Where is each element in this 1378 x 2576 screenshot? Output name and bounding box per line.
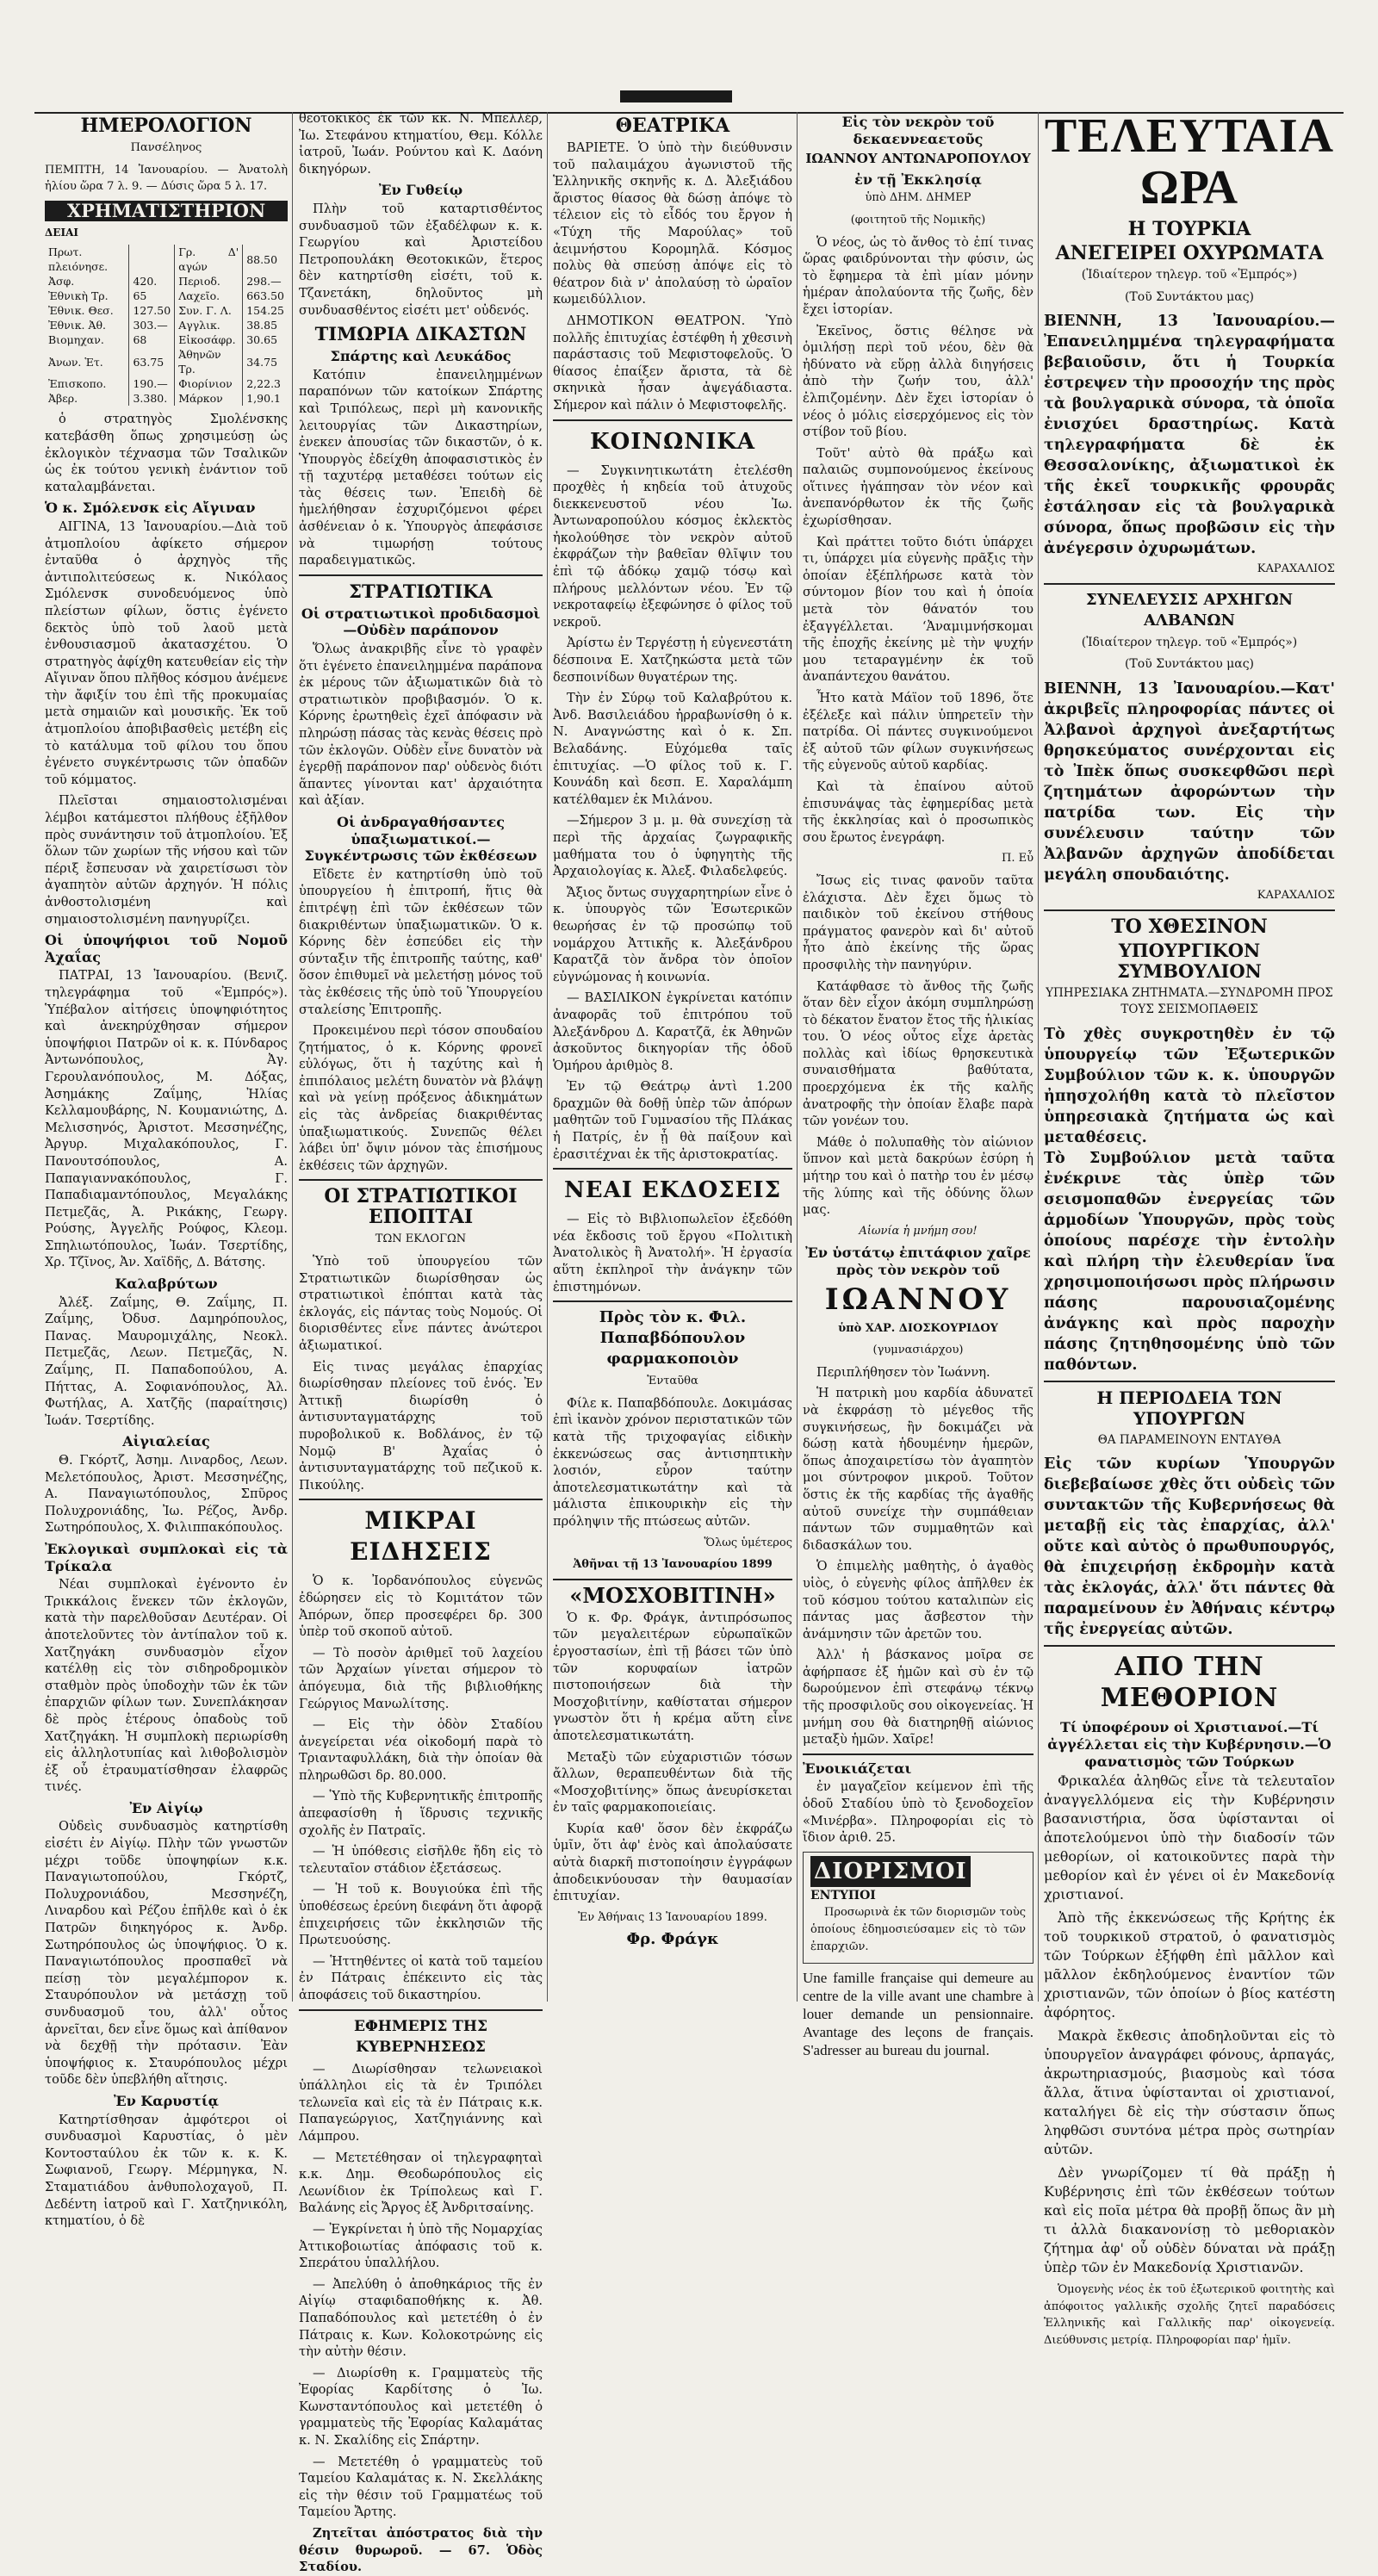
section-subheading: ΤΩΝ ΕΚΛΟΓΩΝ (375, 1232, 467, 1246)
divider (553, 1168, 792, 1170)
ad-subtitle: ΕΝΤΥΠΟΙ (810, 1888, 876, 1903)
article-text: — ΒΑΣΙΛΙΚΟΝ ἐγκρίνεται κατόπιν ἀναφορᾶς τοῦ ἐπιτρόπου τοῦ Ἀλεξάνδρου Δ. Καρατζᾶ, ἐκ Ἀθηνῶν ἀσκοῦντος δικηγορίαν τῆς ὁδοῦ Ὁμήρου ἀριθμὸς 8. (553, 990, 792, 1073)
article-text: — Εἰς τὸ Βιβλιοπωλεῖον ἐξεδόθη νέα ἔκδοσις τοῦ ἔργου «Πολιτικὴ Ἀνατολικὸς ἢ Ἀνατολή». Ἡ ἐργασία αὕτη ἐκπληροῖ τὴν ἀνάγκην τῶν ἐπιστημόνων. (553, 1212, 792, 1294)
article-text: Κατόπιν ἐπανειλημμένων παραπόνων τῶν κατοίκων Σπάρτης καὶ Τριπόλεως, περὶ μὴ κανονικῆς λειτουργίας τῶν Δικαστηρίων, ἐνεκεν ἀπουσίας τῶν δικαστῶν, ὁ κ. Ὑπουργὸς ἐδείχθη ἀποφασιστικὸς ἐν τῇ ταχυτέρᾳ μεταθέσει τούτων εἰς τὰς θέσεις των. Ἐπειδὴ δὲ ἠμελήθησαν ἐσχυριζόμενοι φέρει ἀσθένειαν ὁ κ. Ὑπουργὸς ἀπεφάσισε νὰ τιμωρήσῃ τούτους παραδειγματικῶς. (299, 367, 543, 568)
article-heading: Ἐν ὑστάτῳ ἐπιτάφιον χαῖρε πρὸς τὸν νεκρὸν τοῦ (805, 1245, 1031, 1278)
source-line: (Τοῦ Συντάκτου μας) (1124, 657, 1255, 672)
article-heading: Εἰς τὸν νεκρὸν τοῦ δεκαεννεαετοῦς (841, 114, 995, 147)
article-text: ΔΗΜΟΤΙΚΟΝ ΘΕΑΤΡΟΝ. Ὑπὸ πολλῆς ἐπιτυχίας ἐστέφθη ἡ χθεσινὴ παράστασις τοῦ Μεφιστοφελοῦς. Ὁ θίασος ἐπαίξεν ἄριστα, τὰ δὲ σκηνικὰ ἦσαν ἀψεγάδιαστα. Σήμερον καὶ πάλιν ὁ Μεφιστοφελῆς. (553, 313, 792, 413)
article-text: Μεταξὺ τῶν εὐχαριστιῶν τόσων ἄλλων, θεραπευθέντων διὰ τῆς «Μοσχοβιτίνης» ὅπως ἀνευρίσκεται ἐν ταῖς φαρμακοποιείαις. (553, 1749, 792, 1816)
article-text: Ὑπὸ τοῦ ὑπουργείου τῶν Στρατιωτικῶν διωρίσθησαν ὡς στρατιωτικοὶ ἐπόπται κατὰ τὰς ἐκλογάς, εἰς πάντας τοὺς Νομούς. Οἱ διορισθέντες εἶνε πάντες ἀνώτεροι ἀξιωματικοί. (299, 1254, 543, 1353)
article-text: ΑΙΓΙΝΑ, 13 Ἰανουαρίου.—Διὰ τοῦ ἀτμοπλοίου ἀφίκετο σήμερον ἐνταῦθα ὁ ἀρχηγὸς τῆς ἀντιπολιτεύσεως κ. Νικόλαος Σμόλενσκ συνοδευόμενος ὑπὸ πλείστων φίλων, ὅστις ἐγένετο δεκτὸς ὑπὸ τοῦ λαοῦ μετὰ ἐνθουσιασμοῦ ἀκατασχέτου. Ὁ στρατηγὸς ἀφίχθη κατευθείαν εἰς τὴν Αἴγιναν ὅπου πλῆθος κόσμου ἀνέμενε τὴν ἄφιξίν του ἐπὶ τῆς προκυμαίας μετὰ σημαιῶν καὶ μουσικῆς. Ἐκ τοῦ ἀτμοπλοίου ἀποβιβασθεὶς μετέβη εἰς τὸ κατάλυμα τοῦ φίλου του ὅπου ἐγένετο συγκέντρωσις τῶν ὀπαδῶν τοῦ κόμματος. (45, 518, 288, 787)
ad-text: Προσωρινὰ ἐκ τῶν διορισμῶν τοὺς ὁποίους ἐδημοσιεύσαμεν εἰς τὸ τῶν ἐπαρχιῶν. (810, 1906, 1026, 1953)
table-row: Ἀβερ. 3.380. Μάρκον 1,90.1 (45, 391, 288, 406)
divider (803, 1754, 1034, 1755)
article-text: Μάθε ὁ πολυπαθὴς τὸν αἰώνιον ὕπνον καὶ μετὰ δακρύων ἐσύρη ἡ μήτηρ του καὶ ὁ πατὴρ του ἐν μέσῳ τῆς λύπης καὶ τῆς ὀδύνης ὅλων μας. (803, 1134, 1034, 1218)
column-rule (797, 112, 798, 2002)
divider (553, 1300, 792, 1302)
article-text: Ὁ κ. Ἰορδανόπουλος εὐγενῶς ἐδώρησεν εἰς τὸ Κομιτάτον τῶν Ἀπόρων, ὅπερ προσεφέρει δρ. 300 ὑπὲρ τοῦ σκοποῦ αὐτοῦ. (299, 1574, 543, 1640)
advertisement (803, 1852, 1034, 1964)
section-heading: ΚΟΙΝΩΝΙΚΑ (589, 428, 755, 455)
section-heading: «ΜΟΣΧΟΒΙΤΙΝΗ» (569, 1582, 776, 1608)
section-heading: ΜΙΚΡΑΙ ΕΙΔΗΣΕΙΣ (350, 1506, 492, 1567)
signature: ΚΑΡΑΧΑΛΙΟΣ (1257, 888, 1335, 902)
article-text: — Ὑπὸ τῆς Κυβερνητικῆς ἐπιτροπῆς ἀπεφασίσθη ἡ ἵδρυσις τεχνικῆς σχολῆς ἐν Πατραῖς. (299, 1789, 543, 1838)
divider (1044, 909, 1335, 911)
article-text: — Διωρίσθησαν τελωνειακοὶ ὑπάλληλοι εἰς τὰ ἐν Τριπόλει τελωνεῖα καὶ εἰς τὰ ἐν Πάτραις κ.κ. Παπαγεώργιος, Χατζηγιάννης καὶ Λάμπρου. (299, 2061, 543, 2144)
article-heading: Αἰγιαλείας (122, 1433, 210, 1450)
divider (1044, 1645, 1335, 1647)
table-row: Ἐθνικὴ Τρ. 65 Λαχεῖο. 663.50 (45, 289, 288, 303)
signature: ΚΑΡΑΧΑΛΙΟΣ (1257, 562, 1335, 576)
divider (1044, 583, 1335, 585)
article-text: — Διωρίσθη κ. Γραμματεὺς τῆς Ἐφορίας Καρδίτσης ὁ Ἰω. Κωνσταντόπουλος καὶ μετετέθη ὁ γραμματεὺς τῆς Ἐφορίας Καλαμάτας κ. Ν. Σκαλίδης εἰς Σπάρτην. (299, 2365, 543, 2449)
article-text: — Συγκινητικωτάτη ἐτελέσθη προχθὲς ἡ κηδεία τοῦ ἀτυχοῦς διεκκενευστοῦ νέου Ἰω. Ἀντωναροπούλου κόσμος ἐκλεκτὸς ἠκολούθησε τὸν νεκρὸν αὐτοῦ ἐκφράζων τὴν βαθεῖαν θλῖψιν του ἐπὶ τῷ ἀδόκῳ χαμῷ τόσῳ καὶ πλήρους μελλόντων νέου. Ἐν τῷ νεκροταφείῳ ἐξεφώνησε ὁ φίλος τοῦ νεκροῦ. (553, 462, 792, 630)
article-text: — Ἡττηθέντες οἱ κατὰ τοῦ ταμείου ἐν Πάτραις ἐπέκειντο εἰς τὰς ἀποφάσεις τοῦ δικαστηρίου. (299, 1953, 543, 2002)
article-text: Τὸ χθὲς συγκροτηθὲν ἐν τῷ ὑπουργείῳ τῶν Ἐξωτερικῶν Συμβούλιον τῶν κ. κ. ὑπουργῶν ἠπησχολήθη κατὰ τὸ πλεῖστον ὑπηρεσιακὰ ζητήματα ὡς καὶ μεταθέσεις. (1044, 1025, 1335, 1146)
divider (553, 419, 792, 421)
table-row: Ἐπισκοπο. 190.— Φιορίνιον 2,22.3 (45, 376, 288, 391)
article-heading: ΙΩΑΝΝΟΥ (824, 1282, 1012, 1317)
article-text: ΠΑΤΡΑΙ, 13 Ἰανουαρίου. (Βενιζ. τηλεγράφημα τοῦ «Ἐμπρός»). Ὑπέβαλον αἰτήσεις ὑποψηφιότητος καὶ ἀνεκηρύχθησαν σήμερον ὑποψήφιοι Πατρῶν οἱ κ. κ. Πύνδαρος Ἀντωνόπουλος, Ἀγ. Γερουλανόπουλος, Μ. Δόξας, Ἀσημάκης Ζαΐμης, Ἠλίας Κελλαμουβάρης, Ν. Κουμανιώτης, Δ. Μελισσηνός, Ἀριστοτ. Μεσσηνέζης, Ἀργυρ. Μιχαλακόπουλος, Γ. Πανουτσόπουλος, Α. Παπαγιαννακόπουλος, Γ. Παπαδιαμαντόπουλος, Μεγαλάκης Πετμεζᾶς, Ἀ. Ρικάκης, Γεωργ. Ρούσης, Ἀγγελῆς Ρούφος, Κλεομ. Σπηλιωτόπουλος, Ἰωάν. Τσερτίδης, Χρ. Τζῖνος, Ἀν. Χαϊδῆς, Δ. Βάτσης. (45, 968, 288, 1270)
section-heading: ΘΕΑΤΡΙΚΑ (615, 115, 730, 137)
classified-ad: Ζητεῖται ἀπόστρατος διὰ τὴν θέσιν θυρωροῦ. — 67. Ὁδὸς Σταδίου. (299, 2526, 543, 2575)
section-heading: ΑΝΕΓΕΙΡΕΙ ΟΧΥΡΩΜΑΤΑ (1055, 242, 1324, 264)
classified-heading: Ἐνοικιάζεται (803, 1760, 912, 1777)
article-text: Εἴδετε ἐν κατηρτίσθη ὑπὸ τοῦ ὑπουργείου ἡ ἐπιτροπή, ἥτις θὰ ἐπιτρέψῃ ἐπὶ τῶν ἐκθέσεων τῶν διακριθέντων ὑπαξιωματικῶν. Ὁ κ. Κόρνης δὲν ἐσπεύδει εἰς τὴν σύνταξιν τῆς ἐπιτροπῆς ταύτης, καθ' ὅσον ἐπιθυμεῖ νὰ μελετήσῃ μόνος τοῦ τὰς ἐκθέσεις τῆς ὑπὸ τοῦ Ὑπουργείου σταλείσης Ἐπιτροπῆς. (299, 866, 543, 1017)
article-heading: Οἱ ἀνδραγαθήσαντες ὑπαξιωματικοί.—Συγκέντρωσις τῶν ἐκθέσεων (304, 813, 537, 865)
article-heading: Οἱ στρατιωτικοὶ προδιδασμοὶ —Οὐδὲν παράπονον (301, 605, 541, 639)
article-subheading: Ἐνταῦθα (647, 1375, 698, 1388)
author-note: (φοιτητοῦ τῆς Νομικῆς) (850, 213, 986, 227)
section-heading: ΤΟ ΧΘΕΣΙΝΟΝ (1111, 915, 1268, 938)
article-text: Καὶ πράττει τοῦτο διότι ὑπάρχει τι, ὑπάρχει μία εὐγενὴς πρᾶξις τὴν ὁποίαν ἐξέπλήρωσε κατὰ τὸν σύντομον βίον του καὶ ἡ ὁποία μετὰ τὸν θάνατόν του ἐξαγγέλλεται. ‘Ἀναμιμνήσκομαι τῆς ἐποχῆς ἐκείνης μὲ τὴν ψυχήν μου τεταραγμένην ἐκ τοῦ ἀναπάντεχου θανάτου. (803, 534, 1034, 685)
column-rule (547, 112, 548, 2002)
column-3 (553, 110, 792, 2002)
table-row: Ἐθνικ. Θεσ. 127.50 Συν. Γ. Λ. 154.25 (45, 303, 288, 318)
exchange-table (45, 245, 288, 406)
article-heading: ΙΩΑΝΝΟΥ ΑΝΤΩΝΑΡΟΠΟΥΛΟΥ (805, 151, 1031, 167)
divider (299, 1179, 543, 1181)
section-heading: ΣΤΡΑΤΙΩΤΙΚΑ (349, 580, 493, 602)
almanac-title: ΗΜΕΡΟΛΟΓΙΟΝ (80, 115, 252, 137)
article-text: Θ. Γκόρτζ, Ἀσημ. Λιναρδος, Λεων. Μελετόπουλος, Ἀριστ. Μεσσηνέζης, Α. Παναγιωτόπουλος, Σπῦρος Πολυχρονιάδης, Ἰω. Ρέζος, Ἀνδρ. Σωτηρόπουλος, Χ. Φιλιππακόπουλος. (45, 1453, 288, 1536)
article-heading: Καλαβρύτων (115, 1276, 218, 1293)
article-text: Φρικαλέα ἀληθῶς εἶνε τὰ τελευταῖον ἀναγγελλόμενα εἰς τὴν Κυβέρνησιν βασανιστήρια, ὅσα ὑφίστανται οἱ ἀποτελούμενοι ὑπὸ τὴν διαδοσίν τῶν μεθορίων, οἱ κατοικοῦντες παρὰ τὴν μεθορίον καὶ ἐν γένει οἱ ἐν Μακεδονίᾳ χριστιανοί. (1044, 1772, 1335, 1903)
section-heading: Η ΤΟΥΡΚΙΑ (1127, 218, 1251, 240)
dateline: Ἐν Ἀθήναις 13 Ἰανουαρίου 1899. (578, 1910, 767, 1924)
french-notice: Une famille française qui demeure au centre de la ville avant une chambre à louer demande un pensionnaire. Avantage des leçons de français. S'adresser au bureau du journal. (803, 1970, 1034, 2059)
article-subheading: Σπάρτης καὶ Λευκάδος (330, 348, 512, 365)
signature: Π. Εὖ (1002, 852, 1034, 866)
table-row: Πρωτ. πλειόνησε. Γρ. Δ' αγών 88.50 (45, 245, 288, 274)
article-text: Ὁ ἐπιμελὴς μαθητὴς, ὁ ἀγαθὸς υἱὸς, ὁ εὐγενὴς φίλος ἀπῆλθεν ἐκ τοῦ κόσμου τούτου καταλιπὼν εἰς πάντας μας ἄσβεστον τὴν ἀνάμνησιν τῶν ἀρετῶν του. (803, 1559, 1034, 1642)
article-heading: Οἱ ὑποψήφιοι τοῦ Νομοῦ Ἀχαΐας (45, 932, 288, 965)
article-text: ὁ στρατηγὸς Σμολένσκης κατεβάσθη ὅπως χρησιμεύσῃ ὡς ἐκλογικὸν τέχνασμα τῶν Τσαλικῶν ὡς ἐκ τούτου γενικὴ ἐνάντιον τοῦ καταλαμβάνεται. (45, 412, 288, 494)
article-text: — Ἀπελύθη ὁ ἀποθηκάριος τῆς ἐν Αἰγίῳ σταφιδαποθήκης κ. Ἀθ. Παπαδόπουλος καὶ μετετέθη ὁ ἐν Πάτραις κ. Κων. Κολοκοτρώνης εἰς τὴν αὐτὴν θέσιν. (299, 2276, 543, 2360)
article-text: Τὴν ἐν Σύρῳ τοῦ Καλαβρύτου κ. Ἀνδ. Βασιλειάδου ἠρραβωνίσθη ὁ κ. Ν. Αναγνώστης καὶ ὁ κ. Σπ. Βελαδάνης. Εὐχόμεθα ταῖς ἐπιτυχίας. —Ὁ φίλος τοῦ κ. Γ. Κουνάδη καὶ δεσπ. Ε. Χαραλάμπη κατέλθαμεν ἐκ Μιλάνου. (553, 691, 792, 807)
table-row: Ἀσφ. 420. Περιοδ. 298.— (45, 274, 288, 289)
article-text: — Εἰς τὴν ὁδὸν Σταδίου ἀνεγείρεται νέα οἰκοδομή παρὰ τὸ Τριανταφυλλάκη, διὰ τὴν ὁποίαν θὰ πληρωθῶσι δρ. 80.000. (299, 1717, 543, 1783)
article-text: — Τὸ ποσὸν ἀριθμεῖ τοῦ λαχείου τῶν Ἀρχαίων γίνεται σήμερον τὸ ἀπόγευμα, διὰ τῆς βιβλιοθήκης Γεώργιος Μανωλίτσης. (299, 1645, 543, 1711)
section-heading: ΥΠΟΥΡΓΙΚΟΝ ΣΥΜΒΟΥΛΙΟΝ (1117, 939, 1262, 982)
article-text: Δὲν γνωρίζομεν τί θὰ πράξῃ ἡ Κυβέρνησις ἐπὶ τῶν ἐκθέσεων τούτων καὶ εἰς ποῖα μέτρα θὰ προβῇ ὅπως ἂν μὴ τι ἀλλὰ διακανονίσῃ τὸ μεθοριακὸν ζήτημα ἀφ' οὗ οὐδὲν δύναται νὰ πράξῃ ὑπὲρ τῶν ἐν Μακεδονίᾳ Χριστιανῶν. (1044, 2164, 1335, 2276)
telegram-text: ΒΙΕΝΝΗ, 13 Ἰανουαρίου.—Ἐπανειλημμένα τηλεγραφήματα βεβαιοῦσιν, ὅτι ἡ Τουρκία ἐστρεψεν τὴν προσοχήν της πρὸς τὰ βουλγαρικὰ σύνορα, τὰ ὁποῖα ἐνισχύει δραστηρίως. Κατὰ τηλεγραφήματα δὲ ἐκ Θεσσαλονίκης, ἀξιωματικοὶ ἐκ τῆς ἐκεῖ τουρκικῆς φρουρᾶς ἐστάλησαν εἰς τὰ βουλγαρικὰ σύνορα, ὅπως προβῶσιν εἰς τὴν ἀνέγερσιν ὀχυρωμάτων. (1044, 313, 1335, 558)
section-heading: ΤΙΜΩΡΙΑ ΔΙΚΑΣΤΩΝ (314, 323, 527, 345)
dateline: Ἀθῆναι τῇ 13 Ἰανουαρίου 1899 (573, 1558, 773, 1572)
article-text: — Ἡ τοῦ κ. Βουγιούκα ἐπὶ τῆς ὑποθέσεως ἐρεύνη διεφάνη ὅτι ἀφορᾷ ἐπιχειρήσεις τῶν ἐκκλησιῶν τῆς Πρωτευούσης. (299, 1882, 543, 1948)
article-text: — Ἡ ὑπόθεσις εἰσῆλθε ἤδη εἰς τὸ τελευταῖον στάδιον ἐξετάσεως. (299, 1844, 543, 1876)
table-row: Βιομηχαν. 68 Εἰκοσάφρ. 30.65 (45, 332, 288, 347)
article-text: Ἄξιος ὄντως συγχαρητηρίων εἶνε ὁ κ. ὑπουργὸς τῶν Ἐσωτερικῶν θεωρήσας ἐν τῷ προσώπῳ τοῦ νομάρχου Ἀττικῆς κ. Ἀλεξάνδρου Καρατζᾶ τὸν ἄνδρα τὸν ὁποῖον εὐγνώμονας ἡ κοινωνία. (553, 885, 792, 984)
article-heading: Πρὸς τὸν κ. Φιλ. Παπαβδόπουλον φαρμακοποιὸν (599, 1308, 747, 1369)
article-text: Φίλε κ. Παπαβδόπουλε. Δοκιμάσας ἐπὶ ἱκανὸν χρόνον περιστατικῶν τῶν κατὰ τῆς τριχοφαγίας εἰδικὴν ἐκκενώσεως σας ἀντισηπτικὴν λοσιόν, εὗρον ταύτην ἀποτελεσματικωτάτην καὶ τὰ μάλιστα ἐπικουρικὴν εἰς τὴν πρόληψιν τῆς πτώσεως αὐτῶν. (553, 1395, 792, 1529)
date-line: ΠΕΜΠΤΗ, 14 Ἰανουαρίου. — Ἀνατολὴ ἡλίου ὥρα 7 λ. 9. — Δύσις ὥρα 5 λ. 17. (45, 163, 288, 194)
author-line: ὑπὸ ΔΗΜ. ΔΗΜΕΡ (865, 191, 971, 205)
article-text: Ἦτο κατὰ Μάϊον τοῦ 1896, ὅτε ἐξέλεξε καὶ πάλιν ὑπηρετεῖν τὴν πατρίδα. Οἱ πάντες συγκινούμενοι ἐξ αὐτοῦ τῶν φίλων συγκινήσεως τῆς εὐγενοῦς αὐτοῦ καρδίας. (803, 691, 1034, 773)
section-heading: ΑΠΟ ΤΗΝ ΜΕΘΟΡΙΟΝ (1100, 1652, 1279, 1714)
article-text: Κυρία καθ' ὅσον δὲν ἐκφράζω ὑμῖν, ὅτι ἀφ' ἑνὸς καὶ ἀπολαύσατε αὐτὰ διαρκῆ πιστοποίησιν ἐγγράφων ἀποδεικνύουσαν τὴν θαυμασίαν ἐπιτυχίαν. (553, 1821, 792, 1904)
article-text: Πλὴν τοῦ καταρτισθέντος συνδυασμοῦ τῶν ἐξαδέλφων κ. κ. Γεωργίου καὶ Ἀριστείδου Πετροπουλάκη Θεοτοκικῶν, ἕτερος δὲν κατηρτίσθη εἰσέτι, τοῦ κ. Τζανετάκη, δηλοῦντος μὴ συνδυασθέντος εἰσέτι μετ' οὐδενός. (299, 201, 543, 318)
divider (553, 1579, 792, 1580)
section-heading: ΝΕΑΙ ΕΚΔΟΣΕΙΣ (564, 1177, 781, 1204)
section-heading: ΕΦΗΜΕΡΙΣ ΤΗΣ ΚΥΒΕΡΝΗΣΕΩΣ (353, 2017, 487, 2056)
almanac-subtitle: Πανσέληνος (130, 141, 202, 154)
column-4 (803, 110, 1034, 2059)
article-text: Κατηρτίσθησαν ἀμφότεροι οἱ συνδυασμοὶ Καρυστίας, ὁ μὲν Κοντοσταύλου ἐκ τῶν κ. κ. Κ. Σωφιανοῦ, Γεωργ. Μέρμηγκα, Ν. Σταματιάδου ἀνθυπολοχαγοῦ, Π. Δεδέντη ἰατροῦ καὶ Γ. Χατζηνικόλη, κτηματίου, ὁ δὲ (45, 2112, 288, 2229)
article-text: — Μετετέθησαν οἱ τηλεγραφηταὶ κ.κ. Δημ. Θεοδωρόπουλος εἰς Λεωνίδιον ἐκ Τρίπολεως καὶ Γ. Βαλάνης εἰς Ἄργος ἐξ Ἀνδριτσαίνης. (299, 2150, 543, 2216)
section-heading: ΟΙ ΣΤΡΑΤΙΩΤΙΚΟΙ ΕΠΟΠΤΑΙ (324, 1185, 518, 1229)
source-line: (Ἰδιαίτερον τηλεγρ. τοῦ «Ἐμπρός») (1081, 268, 1298, 282)
divider (1044, 1381, 1335, 1382)
article-text: Πλεῖσται σημαιοστολισμέναι λέμβοι κατάμεστοι πλήθους ἐξῆλθον πρὸς συνάντησιν τοῦ ἀτμοπλοίου. Ἐξ ὅλων τῶν χωρίων τῆς νήσου καὶ τῶν πέριξ ἔσπευσαν νὰ χαιρετίσωσι τὸν ἀγαπητὸν αὐτῶν ἀρχηγόν. Ἡ πόλις ἀνθοστολισμένη καὶ σημαιοστολισμένη πανηγυρίζει. (45, 793, 288, 927)
article-text: Ἀρίστω ἐν Τεργέστῃ ἡ εὐγενεστάτη δέσποινα Ε. Χατζηκώστα μετὰ τῶν δεσποινίδων θυγατέρων της. (553, 636, 792, 685)
exchange-subtitle: ΔΕΙΑΙ (45, 226, 78, 239)
closing-line: Αἰωνία ἡ μνήμη σου! (859, 1224, 978, 1238)
article-text: Εἰς τινας μεγάλας ἐπαρχίας διωρίσθησαν πλείονες τοῦ ἑνός. Ἐν Ἀττικῇ διωρίσθη ὁ ἀντισυνταγματάρχης τοῦ πυροβολικοῦ κ. Βοδλάνος, ἐν τῷ Νομῷ Β' Ἀχαΐας ὁ ἀντισυνταγματάρχης τοῦ πεζικοῦ κ. Πικούλης. (299, 1359, 543, 1493)
column-1 (45, 110, 288, 2229)
ad-title: ΔΙΟΡΙΣΜΟΙ (810, 1856, 971, 1887)
article-text: Ἀπὸ τῆς ἐκκενώσεως τῆς Κρήτης ἐκ τοῦ τουρκικοῦ στρατοῦ, ὁ φανατισμὸς τῶν Τούρκων ἐξήφθη ἐπὶ μᾶλλον καὶ μᾶλλον ἐκδηλούμενος ἐναντίον τῶν χριστιανῶν, τῶν ὁποίων ὁ βίος κατέστη ἀφόρητος. (1044, 1909, 1335, 2021)
divider (299, 1499, 543, 1500)
exchange-title: ΧΡΗΜΑΤΙΣΤΗΡΙΟΝ (45, 201, 288, 221)
section-heading: Η ΠΕΡΙΟΔΕΙΑ ΤΩΝ ΥΠΟΥΡΓΩΝ (1096, 1387, 1282, 1429)
article-text: Ἀλλ' ἡ βάσκανος μοῖρα σε ἀφήρπασε ἐξ ἡμῶν καὶ σὺ ἐν τῷ δωρούμενον ἐπὶ στεφάνῳ τέκνῳ τῆς προσφιλοῦς σου οἰκογενείας. Ἡ μνήμη σου θὰ διατηρηθῇ αἰώνιος μεταξὺ ἡμῶν. Χαῖρε! (803, 1648, 1034, 1747)
column-rule (1038, 112, 1039, 2002)
signature: Ὅλως ὑμέτερος (704, 1536, 792, 1549)
article-text: — Μετετέθη ὁ γραμματεὺς τοῦ Ταμείου Καλαμάτας κ. Ν. Σκελλάκης εἰς τὴν θέσιν τοῦ Γραμματέως τοῦ Ταμείου Ἄρτης. (299, 2454, 543, 2520)
article-text: Οὐδεὶς συνδυασμὸς κατηρτίσθη εἰσέτι ἐν Αἰγίῳ. Πλὴν τῶν γνωστῶν μέχρι τοῦδε ὑποψηφίων κ.κ. Παναγιωτοπούλου, Γκόρτζ, Πολυχρονιάδου, Μεσσηνέζη, Λιναρδου καὶ Ρέζου ἐπῆλθε καὶ ὁ ἐκ Πατρῶν διηκηγόρος κ. Ἀνδρ. Σωτηρόπουλος ὡς ὑποψήφιος. Ὁ κ. Παναγιωτόπουλος προσπαθεῖ νὰ πείσῃ τὸν μεγαλέμπορον κ. Σταυρόπουλον νὰ μετάσχῃ τοῦ συνδυασμοῦ του, ἀλλ' οὗτος ἀρνεῖται, δεν εἶνε ὅμως καὶ ἀπίθανον νὰ δεχθῇ τὴν πρότασιν. Ἐὰν ὑποψήφιος κ. Σταυρόπουλος μέχρι τοῦδε δὲν ὑπεβλήθη αἴτησις. (45, 1819, 288, 2088)
article-text: Προκειμένου περὶ τόσον σπουδαίου ζητήματος, ὁ κ. Κόρνης φρονεῖ εὐλόγως, ὅτι ἡ ταχύτης καὶ ἡ ἐπιπόλαιος μελέτη δυνατὸν νὰ βλάψῃ καὶ νὰ γείνῃ πρόξενος ἀδικημάτων εἰς τὰς ἀνδρείας διακριθέντας ὑπαξιωματικούς. Συνεπῶς θέλει λάβει ὑπ' ὄψιν μόνον τὰς ἐπισήμους ἐκθέσεις τῶν ἀρχηγῶν. (299, 1023, 543, 1173)
article-text: θεοτοκικὸς ἐκ τῶν κκ. Ν. Μπελλέρ, Ἰω. Στεφάνου κτηματίου, Θεμ. Κόλλε ἰατροῦ, Ἰωάν. Ρούντου καὶ Κ. Δαόνη δικηγόρων. (299, 111, 543, 177)
article-text: Εἰς τῶν κυρίων Ὑπουργῶν διεβεβαίωσε χθὲς ὅτι οὐδεὶς τῶν συντακτῶν τῆς Κυβερνήσεως θὰ μεταβῇ εἰς τὰς ἐπαρχίας, ἀλλ' οὔτε καὶ αὐτὸς ὁ πρωθυπουργός, θὰ ἐπιχειρήσῃ ἐκδρομὴν κατὰ τὰς ἐκλογάς, ἀλλ' ὅτι πάντες θὰ παραμείνουν ἐν Ἀθήναις κέντρῳ τῆς ἐνεργείας αὐτῶν. (1044, 1456, 1335, 1639)
article-text: Ἐκεῖνος, ὅστις θέλησε νὰ ὁμιλήσῃ περὶ τοῦ νέου, δὲν θὰ ἠδύνατο νὰ εὕρῃ ἀλλὰ διηγήσεις ἀπὸ τὴν ζωήν του, ἀλλ' ἐλπιζομένην. Δὲν ἔχει ἱστορίαν ὁ νέος ὁ μόλις εἰσερχόμενος εἰς τὸν στίβον τοῦ βίου. (803, 323, 1034, 440)
article-text: Ὅλως ἀνακριβῆς εἶνε τὸ γραφὲν ὅτι ἐγένετο ἐπανειλημμένα παράπονα ἐκ μέρους τῶν ἀξιωματικῶν διὰ τὸ στρατιωτικὸν προβιβασμόν. Ὁ κ. Κόρνης ἐρωτηθεὶς ἐχεῖ ἀπόφασιν νὰ πληρώσῃ πάσας τὰς κενὰς θέσεις πρὸ τῶν ἐκλογῶν. Οὐδὲν εἶνε δυνατὸν νὰ ἐγερθῇ παράπονον παρ' οὐδενὸς διότι ἅπαντες γίνονται κατ' ἀρχαιότητα καὶ ἀξίαν. (299, 642, 543, 809)
column-5 (1044, 109, 1335, 2347)
signature: Φρ. Φράγκ (626, 1930, 719, 1949)
article-text: ΒΑΡΙΕΤΕ. Ὁ ὑπὸ τὴν διεύθυνσιν τοῦ παλαιμάχου ἀγωνιστοῦ τῆς Ἑλληνικῆς σκηνῆς κ. Δ. Ἀλεξιάδου ἄριστος θίασος θὰ δώσῃ ἀπόψε τὸ τέλειον εἰς τὸ εἶδός του ἔργον ἡ «Τύχη τῆς Μαρούλας» τοῦ ἀειμνήστου Κορομηλᾶ. Κόσμος πολὺς θὰ σπεύσῃ ἀπόψε εἰς τὸ θέατρον διὰ ν' ἀπολαύσῃ τὸ ὡραῖον κωμειδύλλιον. (553, 140, 792, 307)
article-text: Κατάφθασε τὸ ἄνθος τῆς ζωῆς ὅταν δὲν εἶχον ἀκόμη συμπληρώσῃ τὸ δέκατον ἔνατον ἔτος τῆς ἡλικίας του. Ὁ νέος οὗτος εἶχε ἀρετὰς πολλὰς καὶ ἰδίως θρησκευτικὰ συναισθήματα βαθύτατα, προερχόμενα ἐκ τῆς καλῆς ἀνατροφῆς τὴν ὁποίαν ἔλαβε παρὰ τῶν γονέων του. (803, 978, 1034, 1129)
article-text: Περιπλήθησεν τὸν Ἰωάννη. (816, 1364, 990, 1380)
article-text: Καὶ τὰ ἐπαίνου αὐτοῦ ἐπισυνάψας τὰς ἐφημερίδας μετὰ τῆς ἐκκλησίας καὶ ὁ προσωπικὸς σου ἔρωτος ἐνεγράφη. (803, 779, 1034, 845)
article-text: Νέαι συμπλοκαὶ ἐγένοντο ἐν Τρικκάλοις ἕνεκεν τῶν ἐκλογῶν, κατὰ τὴν παρελθοῦσαν Δευτέραν. Οἱ ἀποτελοῦντες τὸν ἀντίπαλον τοῦ κ. Χατζηγάκη συνδυασμὸν εἶχον κατέλθῃ εἰς τὸν σιδηροδρομικὸν σταθμὸν πρὸς ὑποδοχὴν τῶν ἐκ τῶν ἐπαρχιῶν φίλων των. Συνεπλάκησαν δὲ πρὸς ἑτέρους ὀπαδοὺς τοῦ Χατζηγάκη. Ἡ συμπλοκὴ περιωρίσθη εἰς ἀλληλοτυπίας καὶ λιθοβολισμὸν ἐξ οὗ ἐτραυματίσθησαν ἐλαφρῶς τινές. (45, 1577, 288, 1795)
article-text: Ὁ νέος, ὡς τὸ ἄνθος τὸ ἐπί τινας ὥρας φαιδρύνονται τὴν φύσιν, ὡς τὸ ἔφημερα τὰ ἐπὶ μίαν μόνην ἡμέραν ἀπολαύοντα τῆς ζωῆς, δὲν ἔχει ἱστορίαν. (803, 234, 1034, 317)
article-subheading: ἐν τῇ Ἐκκλησίᾳ (854, 171, 982, 188)
article-text: Ἴσως εἰς τινας φανοῦν ταῦτα ἐλάχιστα. Δὲν ἔχει ὅμως τὸ παιδικὸν τοῦ ἐκείνου στήθους πράγματος φανερὸν καὶ δι' αὐτοῦ ἦτο ἀπὸ ἐκείνης τῆς ὥρας προσφιλὴς τὴν πανηγύριν. (803, 872, 1034, 972)
section-subheading: ΘΑ ΠΑΡΑΜΕΙΝΟΥΝ ΕΝΤΑΥΘΑ (1097, 1432, 1282, 1447)
page-banner: ΤΕΛΕΥΤΑΙΑ ΩΡΑ (1044, 109, 1335, 214)
table-row: Ἀνων. Ἑτ. 63.75 Ἀθηνῶν Τρ. 34.75 (45, 347, 288, 376)
article-text: Μακρὰ ἔκθεσις ἀποδηλοῦνται εἰς τὸ ὑπουργεῖον ἀναγράφει φόνους, ἁρπαγάς, ἀκρωτηριασμούς, βιασμοὺς καὶ τόσα ἄλλα, ἅτινα ὑφίστανται οἱ χριστιανοί, καταλήγει δὲ εἰς τὴν σύστασιν ὅπως ληφθῶσι συντόνα μέτρα πρὸς σωτηρίαν αὐτῶν. (1044, 2027, 1335, 2158)
section-heading: ΣΥΝΕΛΕΥΣΙΣ ΑΡΧΗΓΩΝ ΑΛΒΑΝΩΝ (1085, 590, 1294, 630)
article-text: —Σήμερον 3 μ. μ. θὰ συνεχίσῃ τὰ περὶ τῆς ἀρχαίας ζωγραφικῆς μαθήματα του ὁ ὑφηγητὴς τῆς Ἀρχαιολογίας κ. Ἀλεξ. Φιλαδελφεύς. (553, 813, 792, 879)
classified-ad: Ὁμογενὴς νέος ἐκ τοῦ ἐξωτερικοῦ φοιτητὴς καὶ ἀπόφοιτος γαλλικῆς σχολῆς ζητεῖ παραδόσεις Ἑλληνικῆς καὶ Γαλλικῆς παρ' οἰκογενείᾳ. Διεύθυνσις μετρίᾳ. Πληροφορίαι παρ' ἡμῖν. (1044, 2283, 1335, 2347)
section-subheading: Τί ὑποφέρουν οἱ Χριστιανοί.—Τί ἀγγέλλεται εἰς τὴν Κυβέρνησιν.—Ὁ φανατισμὸς τῶν Τούρκων (1047, 1719, 1331, 1770)
divider (299, 574, 543, 576)
article-heading: Ἐν Αἰγίῳ (129, 1799, 203, 1816)
article-text: — Ἐγκρίνεται ἡ ὑπὸ τῆς Νομαρχίας Ἀττικοβοιωτίας ἀπόφασις τοῦ κ. Σπεράτου ὑπαλλήλου. (299, 2221, 543, 2271)
divider (299, 2009, 543, 2011)
article-text: Ἐν τῷ Θεάτρῳ ἀντὶ 1.200 δραχμῶν θὰ δοθῇ ὑπὲρ τῶν ἀπόρων μαθητῶν τοῦ Γυμνασίου τῆς Πλάκας ἡ Πατρίς, ἐν ᾗ θὰ παίξουν καὶ ἐρασιτέχναι ἐκ τῆς ἀριστοκρατίας. (553, 1079, 792, 1162)
article-heading: Ὁ κ. Σμόλενσκ εἰς Αἴγιναν (45, 500, 256, 517)
article-text: Τὸ Συμβούλιον μετὰ ταῦτα ἐνέκρινε τὰς ὑπὲρ τῶν σεισμοπαθῶν ἐνεργείας τῶν ἁρμοδίων Ὑπουργῶν, πρὸς τοὺς ὁποίους παρέσχε τὴν ἐντολὴν καὶ πλήρη τὴν ἐλευθερίαν ἵνα χρησιμοποιήσωσι πρὸς πλήρωσιν πάσης παρουσιαζομένης ἀνάγκης καὶ πρὸς παροχὴν πάσης ζητηθησομένης ὑπὸ τῶν παθόντων. (1044, 1149, 1335, 1374)
article-heading: Ἐκλογικαὶ συμπλοκαὶ εἰς τὰ Τρίκαλα (45, 1540, 288, 1574)
article-text: Ἡ πατρικὴ μου καρδία ἀδυνατεῖ νὰ ἐκφράσῃ τὸ μέγεθος τῆς συγκινήσεως, ἢν δοκιμάζει νὰ δώσῃ κατὰ ἡδουμένην ἡμερῶν, ὅπως ἀποχαιρετίσω τὸν ἀγαπητὸν μοι σύντροφον μικροῦ. Τοῦτον ὅστις ἐκ τῆς καρδίας τῆς ἀγαθῆς αὐτοῦ συνείχε τὴν συμπάθειαν πάντων τῶν συμμαθητῶν καὶ διδασκάλων του. (803, 1386, 1034, 1553)
article-heading: Ἐν Γυθείῳ (378, 182, 463, 199)
masthead-ornament (620, 90, 732, 102)
author-line: ὑπὸ ΧΑΡ. ΔΙΟΣΚΟΥΡΙΔΟΥ (838, 1321, 998, 1335)
author-note: (γυμνασιάρχου) (872, 1344, 964, 1357)
article-text: Τοῦτ' αὐτὸ θὰ πράξω καὶ παλαιῶς συμπονούμενος ἐκείνους οἵτινες ἠγάπησαν τὸν νέον καὶ ἀνεπανόρθωτον ἐκ τῆς ζωῆς ἐχωρίσθησαν. (803, 445, 1034, 529)
section-subheading: ΥΠΗΡΕΣΙΑΚΑ ΖΗΤΗΜΑΤΑ.—ΣΥΝΔΡΟΜΗ ΠΡΟΣ ΤΟΥΣ ΣΕΙΣΜΟΠΑΘΕΙΣ (1046, 985, 1333, 1017)
source-line: (Ἰδιαίτερον τηλεγρ. τοῦ «Ἐμπρός») (1081, 635, 1298, 649)
source-line: (Τοῦ Συντάκτου μας) (1124, 289, 1255, 304)
article-heading: Ἐν Καρυστίᾳ (114, 2092, 219, 2109)
table-row: Ἐθνικ. Ἀθ. 303.— Αγγλικ. 38.85 (45, 318, 288, 332)
article-text: Ἀλέξ. Ζαΐμης, Θ. Ζαΐμης, Π. Ζαΐμης, Ὀδυσ. Δαμηρόπουλος, Πανας. Μαυρομιχάλης, Νεοκλ. Πετμεζᾶς, Λεων. Πετμεζᾶς, Ν. Ζαΐμης, Π. Παπαδοπούλου, Α. Πήττας, Α. Σοφιανόπουλος, Ἀλ. Φωτήλας, Α. Χατζῆς (παραίτησις) Ἰωάν. Τσερτίδης. (45, 1294, 288, 1428)
article-text: Ὁ κ. Φρ. Φράγκ, ἀντιπρόσωπος τῶν μεγαλειτέρων εὐρωπαϊκῶν ἐργοστασίων, ἐπὶ τῇ βάσει τῶν ὑπὸ τῶν κορυφαίων ἰατρῶν πιστοποιήσεων διὰ τὴν Μοσχοβιτίνην, καθίσταται σήμερον γνωστὸν ὅτι ἡ κρέμα αὕτη εἶνε ἀποτελεσματικωτάτη. (553, 1610, 792, 1743)
classified-ad: ἐν μαγαζεῖον κείμενον ἐπὶ τῆς ὁδοῦ Σταδίου ὑπὸ τὸ ξενοδοχεῖον «Μινέρβα». Πληροφορίαι εἰς τὸ ἴδιον ἀριθ. 25. (803, 1779, 1034, 1846)
telegram-text: ΒΙΕΝΝΗ, 13 Ἰανουαρίου.—Κατ' ἀκριβεῖς πληροφορίας πάντες οἱ Ἀλβανοὶ ἀρχηγοὶ ἀνεξαρτήτως θρησκεύματος συνέρχονται εἰς τὸ Ἰπὲκ ὅπως συσκεφθῶσι περὶ ζητημάτων ἀφορώντων τὴν πατρίδα των. Εἰς τὴν συνέλευσιν ταύτην τῶν Ἀλβανῶν ἀρχηγῶν ἀποδίδεται μεγάλη σπουδαιότης. (1044, 680, 1335, 884)
column-2 (299, 110, 543, 2575)
column-rule (292, 112, 293, 2002)
